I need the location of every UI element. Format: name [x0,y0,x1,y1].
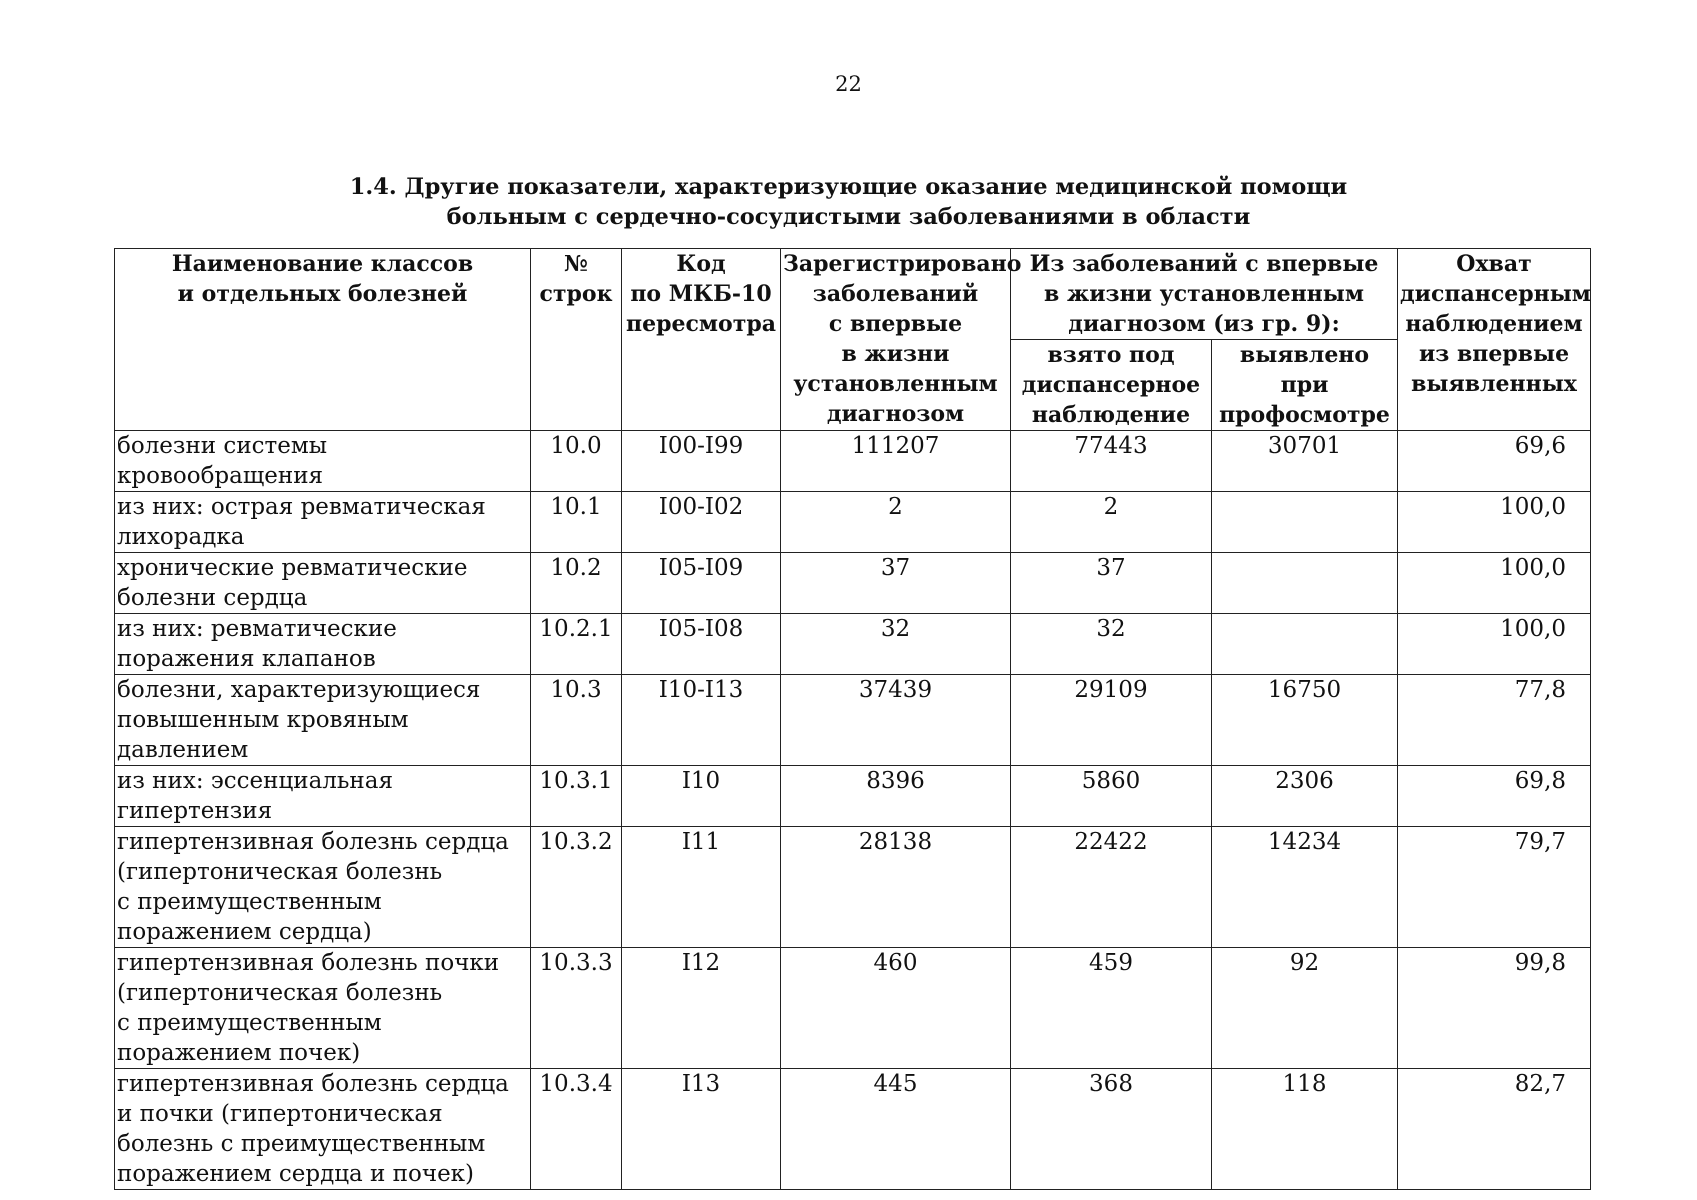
cell-taken: 22422 [1011,827,1212,948]
cell-row-number: 10.2.1 [531,614,622,675]
title-line-2: больным с сердечно-сосудистыми заболеваниями в области [446,204,1251,230]
cell-detected: 118 [1212,1069,1398,1190]
table-row [115,614,1591,675]
cell-disease-name: болезни, характеризующиеся повышенным кровяным давлением [115,675,531,766]
cell-taken: 32 [1011,614,1212,675]
cell-coverage: 99,8 [1398,948,1591,1069]
cell-disease-name: гипертензивная болезнь сердца (гипертоническая болезнь с преимущественным поражением сердца) [115,827,531,948]
cell-registered: 37439 [781,675,1011,766]
table-row [115,553,1591,614]
table-row [115,675,1591,766]
cell-coverage: 69,8 [1398,766,1591,827]
title-line-1: 1.4. Другие показатели, характеризующие оказание медицинской помощи [349,174,1348,200]
table-row [115,766,1591,827]
cell-taken: 5860 [1011,766,1212,827]
cell-detected [1212,553,1398,614]
cell-detected: 30701 [1212,431,1398,492]
cell-coverage: 69,6 [1398,431,1591,492]
cell-taken: 77443 [1011,431,1212,492]
cell-icd-code: I00-I02 [622,492,781,553]
header-taken: взято под диспансерное наблюдение [1011,340,1212,431]
cell-icd-code: I05-I09 [622,553,781,614]
cell-registered: 8396 [781,766,1011,827]
cell-icd-code: I12 [622,948,781,1069]
cell-row-number: 10.1 [531,492,622,553]
header-row-number: № строк [531,249,622,431]
cell-taken: 368 [1011,1069,1212,1190]
cell-detected: 16750 [1212,675,1398,766]
cell-registered: 445 [781,1069,1011,1190]
cell-registered: 28138 [781,827,1011,948]
cell-row-number: 10.2 [531,553,622,614]
cell-row-number: 10.3.4 [531,1069,622,1190]
cell-disease-name: гипертензивная болезнь сердца и почки (гипертоническая болезнь с преимущественным поражением сердца и почек) [115,1069,531,1190]
cell-row-number: 10.0 [531,431,622,492]
cell-coverage: 100,0 [1398,492,1591,553]
header-detected: выявлено при профосмотре [1212,340,1398,431]
cell-registered: 32 [781,614,1011,675]
cell-disease-name: хронические ревматические болезни сердца [115,553,531,614]
cell-row-number: 10.3.3 [531,948,622,1069]
cell-taken: 2 [1011,492,1212,553]
cell-disease-name: гипертензивная болезнь почки (гипертоническая болезнь с преимущественным поражением почек) [115,948,531,1069]
cell-disease-name: болезни системы кровообращения [115,431,531,492]
cell-icd-code: I10 [622,766,781,827]
cell-disease-name: из них: ревматические поражения клапанов [115,614,531,675]
cell-icd-code: I10-I13 [622,675,781,766]
header-icd-code: Код по МКБ-10 пересмотра [622,249,781,431]
table-row [115,948,1591,1069]
cell-disease-name: из них: острая ревматическая лихорадка [115,492,531,553]
cell-coverage: 100,0 [1398,553,1591,614]
cell-icd-code: I05-I08 [622,614,781,675]
cell-registered: 2 [781,492,1011,553]
cell-registered: 37 [781,553,1011,614]
header-group: Из заболеваний с впервые в жизни установленным диагнозом (из гр. 9): [1011,249,1398,340]
page-title [0,172,1697,232]
cell-taken: 37 [1011,553,1212,614]
cell-coverage: 77,8 [1398,675,1591,766]
table-row [115,492,1591,553]
cell-icd-code: I00-I99 [622,431,781,492]
cell-taken: 459 [1011,948,1212,1069]
cell-disease-name: из них: эссенциальная гипертензия [115,766,531,827]
cell-registered: 460 [781,948,1011,1069]
stats-table [114,248,1591,1190]
cell-row-number: 10.3 [531,675,622,766]
cell-coverage: 100,0 [1398,614,1591,675]
header-coverage: Охват диспансерным наблюдением из впервые выявленных [1398,249,1591,431]
cell-coverage: 79,7 [1398,827,1591,948]
table-row [115,1069,1591,1190]
cell-coverage: 82,7 [1398,1069,1591,1190]
cell-taken: 29109 [1011,675,1212,766]
cell-detected [1212,492,1398,553]
cell-detected: 92 [1212,948,1398,1069]
cell-icd-code: I13 [622,1069,781,1190]
cell-icd-code: I11 [622,827,781,948]
cell-detected: 14234 [1212,827,1398,948]
page-number: 22 [835,72,862,96]
cell-detected [1212,614,1398,675]
header-registered: Зарегистрировано заболеваний с впервые в жизни установленным диагнозом [781,249,1011,431]
table-row [115,431,1591,492]
cell-detected: 2306 [1212,766,1398,827]
header-name: Наименование классов и отдельных болезней [115,249,531,431]
table-row [115,827,1591,948]
cell-row-number: 10.3.1 [531,766,622,827]
cell-registered: 111207 [781,431,1011,492]
cell-row-number: 10.3.2 [531,827,622,948]
